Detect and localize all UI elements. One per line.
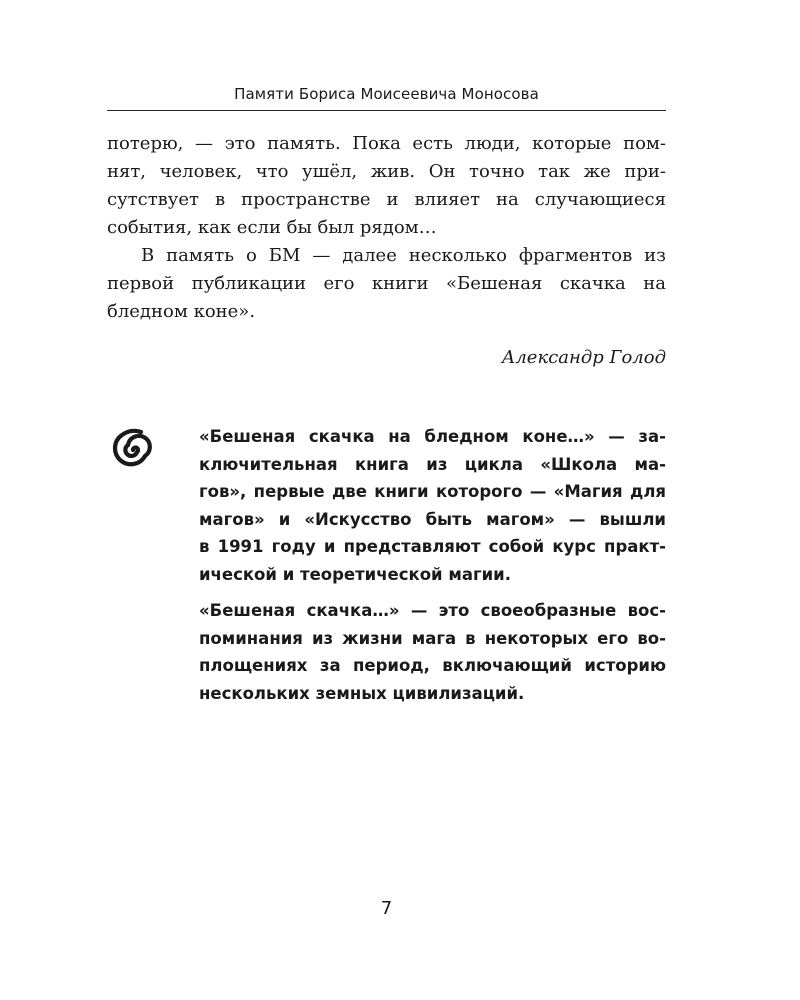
annotation-line: магов» и «Искусство быть магом» — вышли xyxy=(199,509,666,529)
paragraph-gap xyxy=(199,588,666,597)
body-line: события, как если бы был рядом… xyxy=(107,217,437,238)
annotation-line: площениях за период, включающий историю xyxy=(199,656,666,675)
body-text xyxy=(107,130,666,326)
author-signature: Александр Голод xyxy=(501,347,666,368)
body-line: потерю, — это память. Пока есть люди, которые пом- xyxy=(107,133,666,154)
body-line: В память о БМ — далее несколько фрагментов из xyxy=(141,245,666,266)
annotation-line: поминания из жизни мага в некоторых его во- xyxy=(199,628,666,648)
body-line: первой публикации его книги «Бешеная скачка на xyxy=(107,273,666,294)
annotation-line: нескольких земных цивилизаций. xyxy=(199,683,525,703)
annotation-line: ической и теоретической магии. xyxy=(199,564,511,584)
body-line: бледном коне». xyxy=(107,301,256,322)
annotation-line: «Бешеная скачка на бледном коне…» — за- xyxy=(199,427,666,446)
running-head: Памяти Бориса Моисеевича Моносова xyxy=(234,85,539,103)
header-rule xyxy=(107,110,666,111)
annotation-line: ключительная книга из цикла «Школа ма- xyxy=(199,454,666,474)
annotation-line: «Бешеная скачка…» — это своеобразные вос- xyxy=(199,601,666,620)
body-line: сутствует в пространстве и влияет на случающиеся xyxy=(107,189,666,210)
annotation-line: в 1991 году и представляют собой курс практ- xyxy=(199,537,666,556)
book-annotation xyxy=(199,423,666,707)
page-number: 7 xyxy=(380,898,393,919)
annotation-line: гов», первые две книги которого — «Магия для xyxy=(199,482,666,501)
body-line: нят, человек, что ушёл, жив. Он точно так же при- xyxy=(107,161,666,182)
spiral-icon xyxy=(104,424,166,476)
